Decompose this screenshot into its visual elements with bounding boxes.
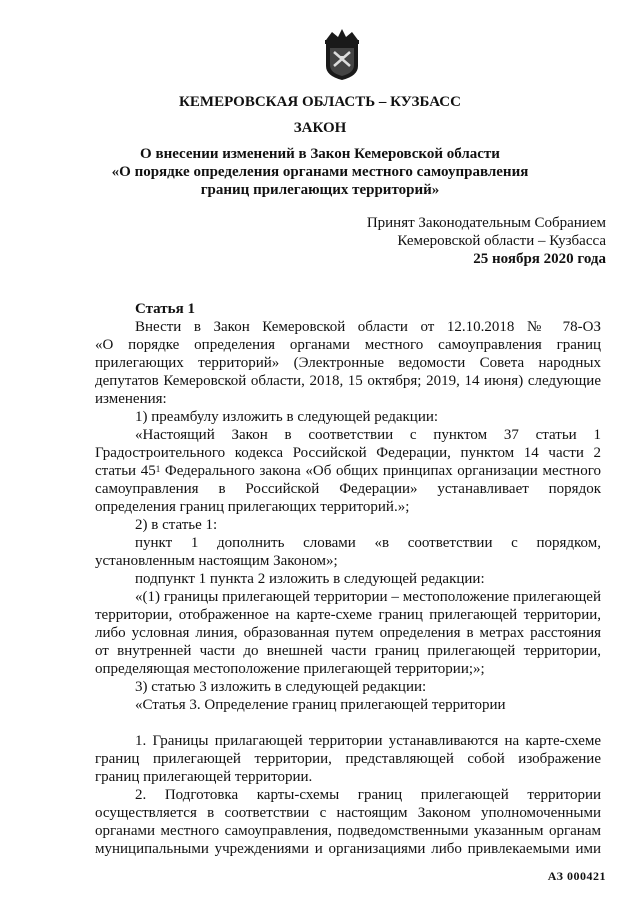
paragraph-line: самоуправления в Российской Федерации» устанавливает порядок — [95, 481, 601, 497]
paragraph-line: «Настоящий Закон в соответствии с пунктом 37 статьи 1 — [135, 427, 601, 443]
law-title-line-1: О внесении изменений в Закон Кемеровской области — [140, 146, 500, 162]
adoption-date: 25 ноября 2020 года — [473, 251, 606, 267]
paragraph-line: 1) преамбулу изложить в следующей редакции: — [135, 409, 439, 425]
paragraph-line: муниципальными учреждениями и организациями либо привлекаемыми ими — [95, 841, 601, 857]
document-type-heading: ЗАКОН — [293, 120, 347, 136]
paragraph-line: Градостроительного кодекса Российской Федерации, пунктом 14 части 2 — [95, 445, 601, 461]
line-segment: Федерального закона «Об общих принципах организации местного — [160, 463, 601, 479]
paragraph-line: территории, отображенное на карте-схеме границ прилегающей территории, — [95, 607, 601, 623]
paragraph-line: установленным настоящим Законом»; — [95, 553, 338, 569]
paragraph-line: границ прилегающей территории. — [95, 769, 313, 785]
paragraph-line: «(1) границы прилегающей территории – местоположение прилегающей — [135, 589, 601, 605]
adoption-line-2: Кемеровской области – Кузбасса — [397, 233, 606, 249]
paragraph-line: 1. Границы прилагающей территории устанавливаются на карте-схеме — [135, 733, 601, 749]
paragraph-line: прилегающих территорий» (Электронные ведомости Совета народных — [95, 355, 601, 371]
paragraph-line: депутатов Кемеровской области, 2018, 15 октября; 2019, 14 июня) следующие — [95, 373, 601, 389]
paragraph-line: Внести в Закон Кемеровской области от 12.10.2018 № 78-ОЗ — [135, 319, 601, 335]
paragraph-line: 2. Подготовка карты-схемы границ прилегающей территории — [135, 787, 601, 803]
superscript-index: 1 — [155, 464, 161, 474]
paragraph-line — [95, 462, 601, 480]
paragraph-line: пункт 1 дополнить словами «в соответствии с порядком, — [135, 535, 601, 551]
paragraph-line: либо условная линия, образованная путем определения в метрах расстояния — [95, 625, 601, 641]
paragraph-line: от внутренней части до внешней части границ прилегающей территории, — [95, 643, 601, 659]
paragraph-line: осуществляется в соответствии с настоящим Законом уполномоченными — [95, 805, 601, 821]
paragraph-line: определяющая местоположение прилегающей территории;»; — [95, 661, 485, 677]
paragraph-line: «Статья 3. Определение границ прилегающей территории — [135, 697, 506, 713]
law-title-line-3: границ прилегающих территорий» — [200, 182, 440, 198]
law-title-line-2: «О порядке определения органами местного самоуправления — [111, 164, 529, 180]
region-heading: КЕМЕРОВСКАЯ ОБЛАСТЬ – КУЗБАСС — [179, 94, 461, 110]
article-heading: Статья 1 — [135, 301, 195, 317]
coat-of-arms-emblem — [318, 26, 366, 82]
paragraph-line: изменения: — [95, 391, 167, 407]
paragraph-line: границ прилегающей территории, представляющей собой изображение — [95, 751, 601, 767]
paragraph-line: «О порядке определения органами местного самоуправления границ — [95, 337, 601, 353]
form-serial-number: АЗ 000421 — [547, 869, 606, 883]
adoption-line-1: Принят Законодательным Собранием — [366, 215, 606, 231]
paragraph-line: 2) в статье 1: — [135, 517, 218, 533]
line-segment: статьи 45 — [95, 463, 156, 479]
paragraph-line: подпункт 1 пункта 2 изложить в следующей редакции: — [135, 571, 485, 587]
paragraph-line: определения границ прилегающих территорий.»; — [95, 499, 410, 515]
paragraph-line: органами местного самоуправления, подведомственными указанным органам — [95, 823, 601, 839]
paragraph-line: 3) статью 3 изложить в следующей редакции: — [135, 679, 427, 695]
